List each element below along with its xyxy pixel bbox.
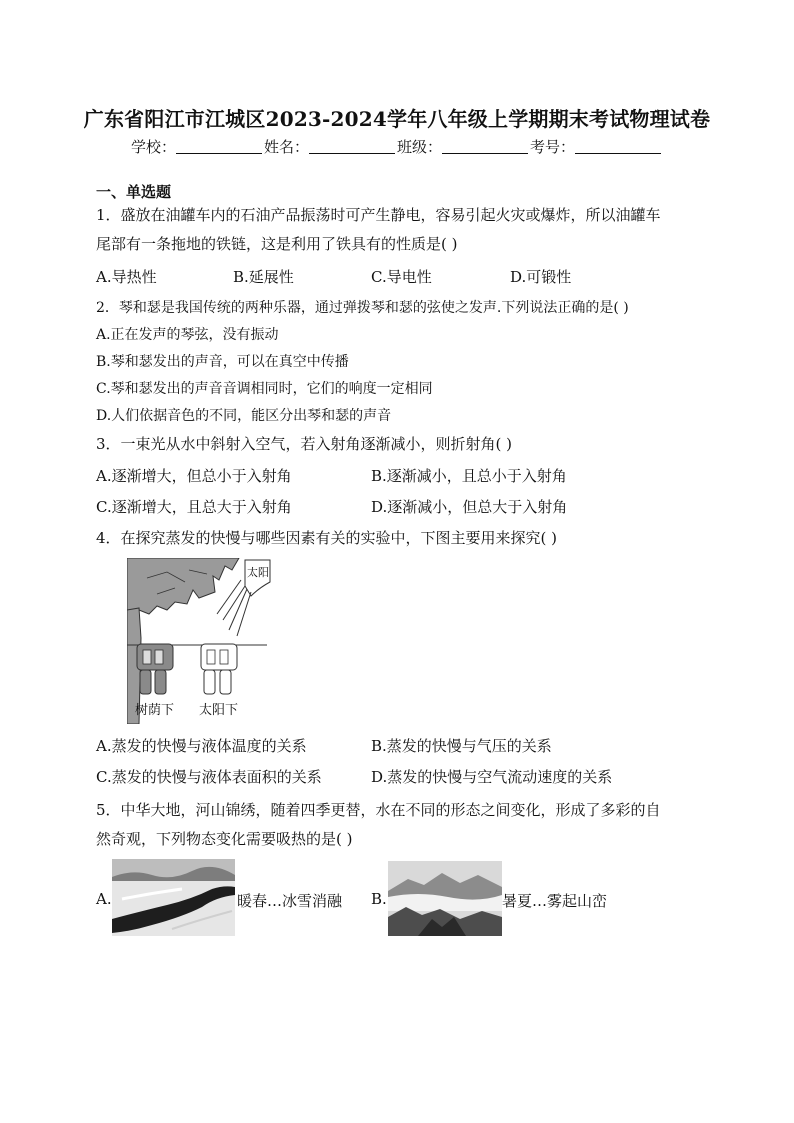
evaporation-diagram	[127, 558, 272, 724]
question-1-stem	[96, 201, 706, 259]
question-5-option-a-caption: 暖春…冰雪消融	[237, 892, 343, 910]
question-2-stem: 2．琴和瑟是我国传统的两种乐器，通过弹拨琴和瑟的弦使之发声.下列说法正确的是( )	[96, 300, 629, 316]
class-blank[interactable]	[442, 139, 528, 154]
sunlight-label: 太阳下	[199, 703, 239, 718]
question-5-line2: 然奇观，下列物态变化需要吸热的是( )	[96, 830, 353, 848]
question-4-option-a: A.蒸发的快慢与液体温度的关系	[96, 737, 307, 755]
snow-melting-photo	[112, 859, 235, 936]
question-3-option-d: D.逐渐减小，但总大于入射角	[371, 498, 568, 516]
question-1-line1: 1．盛放在油罐车内的石油产品振荡时可产生静电，容易引起火灾或爆炸，所以油罐车	[96, 206, 661, 224]
question-4-option-d: D.蒸发的快慢与空气流动速度的关系	[371, 768, 613, 786]
name-label: 姓名：	[263, 138, 309, 156]
question-1-option-a: A.导热性	[96, 268, 157, 286]
mountain-fog-photo	[388, 861, 502, 936]
exam-title: 广东省阳江市江城区2023-2024学年八年级上学期期末考试物理试卷	[83, 107, 711, 131]
exam-number-blank[interactable]	[575, 139, 661, 154]
shade-label: 树荫下	[135, 703, 175, 718]
class-label: 班级：	[397, 138, 443, 156]
question-4-option-b: B.蒸发的快慢与气压的关系	[371, 737, 552, 755]
question-2-option-c: C.琴和瑟发出的声音音调相同时，它们的响度一定相同	[96, 381, 433, 397]
evaporation-figure	[127, 558, 272, 724]
question-5-option-b-caption: 暑夏…雾起山峦	[502, 892, 608, 910]
snow-melting-image	[112, 859, 235, 936]
question-1-option-c: C.导电性	[371, 268, 432, 286]
question-3-option-b: B.逐渐减小，且总小于入射角	[371, 467, 567, 485]
question-1-option-b: B.延展性	[233, 268, 294, 286]
question-5-line1: 5．中华大地，河山锦绣，随着四季更替，水在不同的形态之间变化，形成了多彩的自	[96, 801, 661, 819]
sun-label: 太阳	[247, 566, 269, 579]
section-title: 一、单选题	[96, 183, 172, 201]
question-3-option-a: A.逐渐增大，但总小于入射角	[96, 467, 292, 485]
question-1-option-d: D.可锻性	[510, 268, 572, 286]
exam-number-label: 考号：	[530, 138, 576, 156]
question-5-option-a-letter: A.	[96, 890, 112, 908]
school-blank[interactable]	[176, 139, 262, 154]
name-blank[interactable]	[309, 139, 395, 154]
question-2-option-b: B.琴和瑟发出的声音，可以在真空中传播	[96, 354, 349, 370]
question-3-stem: 3．一束光从水中斜射入空气，若入射角逐渐减小，则折射角( )	[96, 435, 513, 453]
question-2-option-d: D.人们依据音色的不同，能区分出琴和瑟的声音	[96, 408, 392, 424]
question-2-option-a: A.正在发声的琴弦，没有振动	[96, 327, 279, 343]
question-5-option-b-letter: B.	[371, 890, 387, 908]
school-label: 学校：	[130, 138, 176, 156]
question-4-stem: 4．在探究蒸发的快慢与哪些因素有关的实验中，下图主要用来探究( )	[96, 529, 558, 547]
question-1-line2: 尾部有一条拖地的铁链，这是利用了铁具有的性质是( )	[96, 235, 458, 253]
question-4-option-c: C.蒸发的快慢与液体表面积的关系	[96, 768, 322, 786]
mountain-fog-image	[388, 861, 502, 936]
question-3-option-c: C.逐渐增大，且总大于入射角	[96, 498, 292, 516]
question-5-stem	[96, 796, 706, 854]
student-info-row	[0, 136, 794, 157]
